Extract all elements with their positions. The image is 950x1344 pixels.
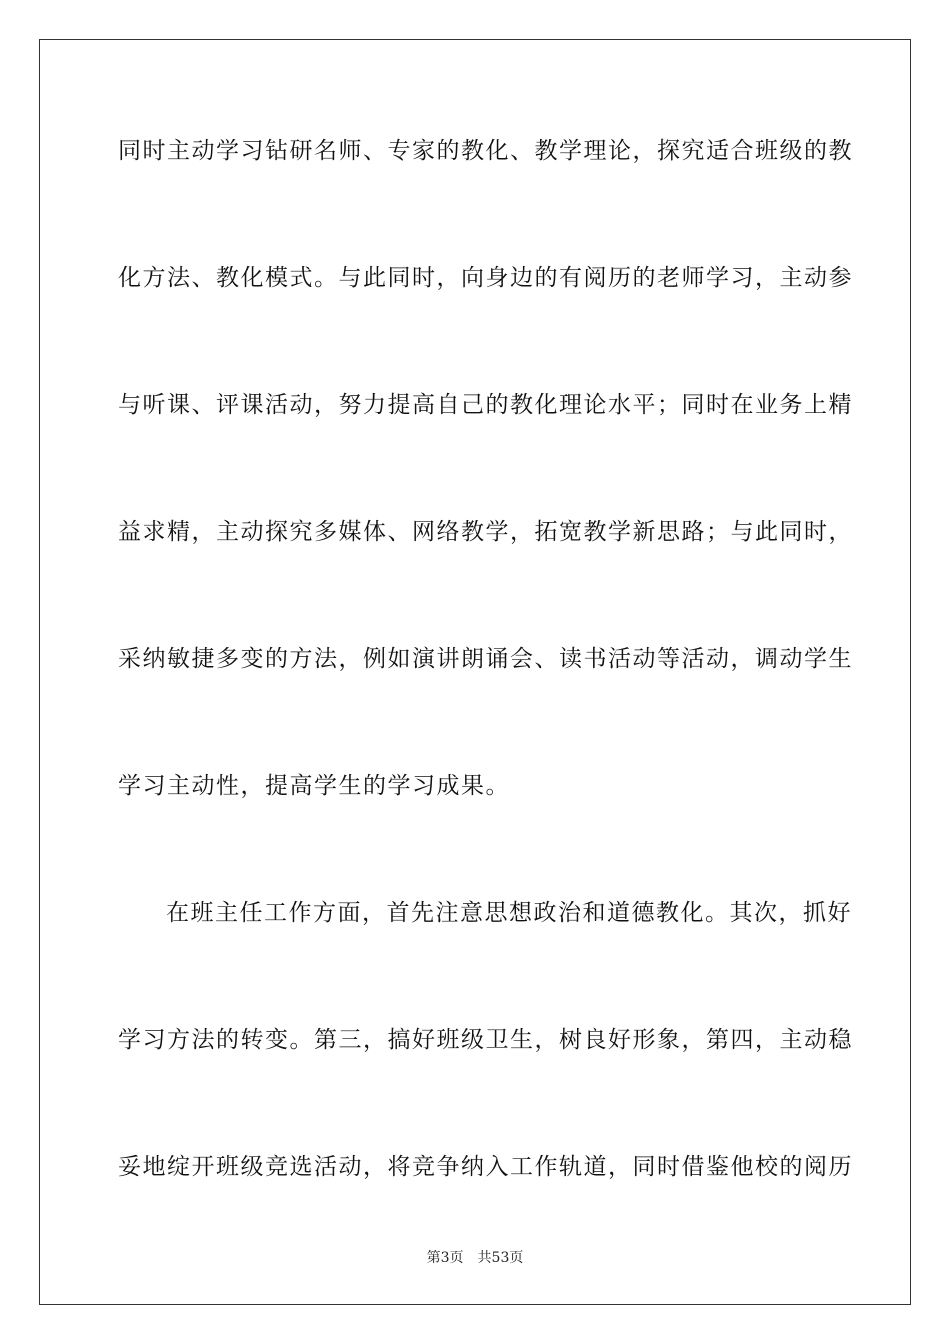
paragraph-line: 益求精，主动探究多媒体、网络教学，拓宽教学新思路；与此同时， bbox=[118, 519, 853, 545]
paragraph-line: 采纳敏捷多变的方法，例如演讲朗诵会、读书活动等活动，调动学生 bbox=[118, 646, 853, 672]
paragraph-line: 学习主动性，提高学生的学习成果。 bbox=[118, 773, 510, 799]
paragraph-line: 在班主任工作方面，首先注意思想政治和道德教化。其次，抓好 bbox=[166, 900, 852, 926]
page-footer bbox=[0, 1247, 950, 1267]
paragraph-line: 妥地绽开班级竞选活动，将竞争纳入工作轨道，同时借鉴他校的阅历 bbox=[118, 1154, 853, 1180]
paragraph-line: 同时主动学习钻研名师、专家的教化、教学理论，探究适合班级的教 bbox=[118, 138, 853, 164]
paragraph-line: 化方法、教化模式。与此同时，向身边的有阅历的老师学习，主动参 bbox=[118, 265, 853, 291]
total-pages-label: 共53页 bbox=[477, 1250, 524, 1266]
document-body bbox=[118, 126, 853, 1269]
current-page-label: 第3页 bbox=[426, 1250, 464, 1266]
paragraph-line: 与听课、评课活动，努力提高自己的教化理论水平；同时在业务上精 bbox=[118, 392, 853, 418]
paragraph-line: 学习方法的转变。第三，搞好班级卫生，树良好形象，第四，主动稳 bbox=[118, 1027, 853, 1053]
